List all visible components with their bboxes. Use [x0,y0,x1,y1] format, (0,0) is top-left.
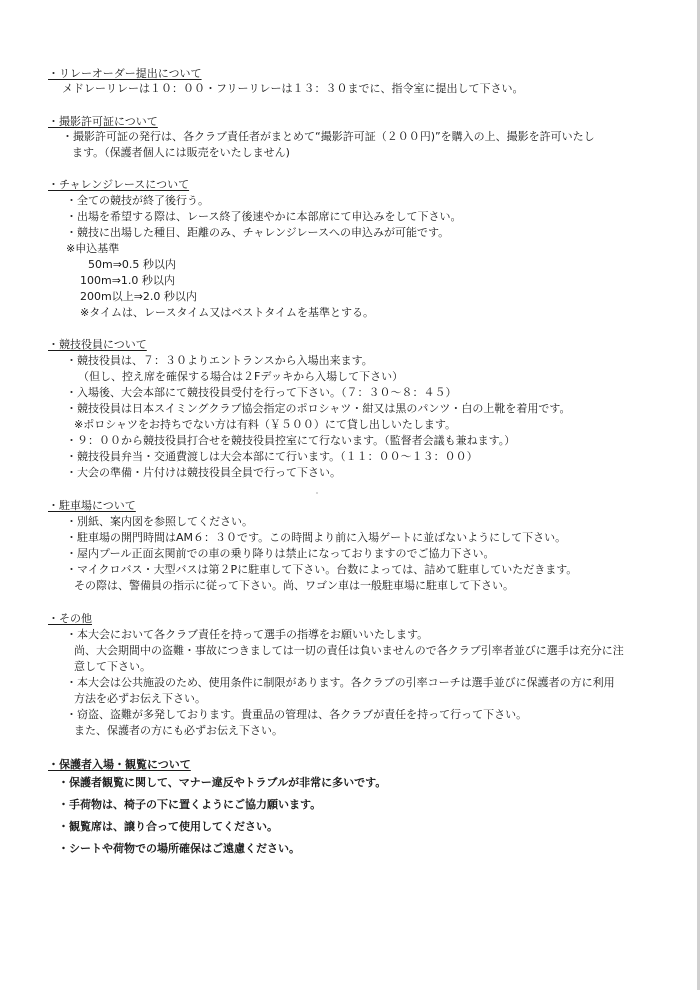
officials-line-7: ・競技役員弁当・交通費渡しは大会本部にて行います。（１１：００～１３：００） [66,450,478,463]
section-heading-guardians: ・保護者入場・観覧について [48,758,191,771]
other-line-7: また、保護者の方にも必ずお伝え下さい。 [74,724,283,737]
challenge-line-1: ・全ての競技が終了後行う。 [66,194,209,207]
challenge-time-note: ※タイムは、レースタイム又はベストタイムを基準とする。 [80,306,375,319]
parking-line-5: その際は、警備員の指示に従って下さい。尚、ワゴン車は一般駐車場に駐車して下さい。 [74,579,514,592]
section-heading-photo: ・撮影許可証について [48,115,158,128]
officials-line-1: ・競技役員は、７：３０よりエントランスから入場出来ます。 [66,354,373,367]
other-line-3: 意して下さい。 [74,660,151,673]
section-heading-other: ・その他 [48,612,92,625]
officials-line-2: （但し、控え席を確保する場合は２Fデッキから入場して下さい） [78,370,404,383]
other-line-2: 尚、大会期間中の盗難・事故につきましては一切の責任は負いませんので各クラブ引率者並びに選手は充分に注 [74,644,624,657]
section-heading-relay: ・リレーオーダー提出について [48,67,202,80]
challenge-criteria-50m: 50m⇒0.5 秒以内 [88,258,176,271]
challenge-criteria-200m: 200m以上⇒2.0 秒以内 [80,290,197,303]
officials-line-8: ・大会の準備・片付けは競技役員全員で行って下さい。 [66,466,341,479]
guardians-line-1: ・保護者観覧に関して、マナー違反やトラブルが非常に多いです。 [58,776,387,789]
other-line-1: ・本大会において各クラブ責任を持って選手の指導をお願いいたします。 [66,628,429,641]
guardians-line-4: ・シートや荷物での場所確保はご遠慮ください。 [58,842,300,855]
guardians-line-3: ・観覧席は、譲り合って使用してください。 [58,820,278,833]
parking-line-3: ・屋内プール正面玄関前での車の乗り降りは禁止になっておりますのでご協力下さい。 [66,547,495,560]
challenge-criteria-100m: 100m⇒1.0 秒以内 [80,274,175,287]
other-line-6: ・窃盗、盗難が多発しております。貴重品の管理は、各クラブが責任を持って行って下さい。 [66,708,528,721]
officials-line-4: ・競技役員は日本スイミングクラブ協会指定のポロシャツ・紺又は黒のパンツ・白の上靴を着用です。 [66,402,571,415]
challenge-line-3: ・競技に出場した種目、距離のみ、チャレンジレースへの申込みが可能です。 [66,226,450,239]
challenge-line-2: ・出場を希望する際は、レース終了後速やかに本部席にて申込みをして下さい。 [66,210,462,223]
scan-dust-mark [316,492,318,494]
section-heading-officials: ・競技役員について [48,338,147,351]
photo-line-1: ・撮影許可証の発行は、各クラブ責任者がまとめて“撮影許可証（２００円)”を購入の上、撮影を許可いたし [62,130,595,143]
guardians-line-2: ・手荷物は、椅子の下に置くようにご協力願います。 [58,798,322,811]
section-heading-parking: ・駐車場について [48,499,136,512]
section-heading-challenge: ・チャレンジレースについて [48,178,190,191]
other-line-4: ・本大会は公共施設のため、使用条件に制限があります。各クラブの引率コーチは選手並びに保護者の方に利用 [66,676,615,689]
photo-line-2: ます。（保護者個人には販売をいたしません) [72,146,290,159]
relay-line-1: メドレーリレーは１０：００・フリーリレーは１３：３０までに、指令室に提出して下さい。 [62,82,524,95]
officials-line-5: ※ポロシャツをお持ちでない方は有料（￥５００）にて貸し出しいたします。 [74,418,457,431]
challenge-criteria-label: ※申込基準 [66,242,120,255]
other-line-5: 方法を必ずお伝え下さい。 [74,692,206,705]
parking-line-1: ・別紙、案内図を参照してください。 [66,515,253,528]
officials-line-3: ・入場後、大会本部にて競技役員受付を行って下さい。（７：３０～８：４５） [66,386,457,399]
parking-line-2: ・駐車場の開門時間はAM６：３０です。この時間より前に入場ゲートに並ばないようにして下さい。 [66,531,567,544]
parking-line-4: ・マイクロバス・大型バスは第２Pに駐車して下さい。台数によっては、詰めて駐車していただきます。 [66,563,578,576]
officials-line-6: ・９：００から競技役員打合せを競技役員控室にて行ないます。（監督者会議も兼ねます。） [66,434,516,447]
